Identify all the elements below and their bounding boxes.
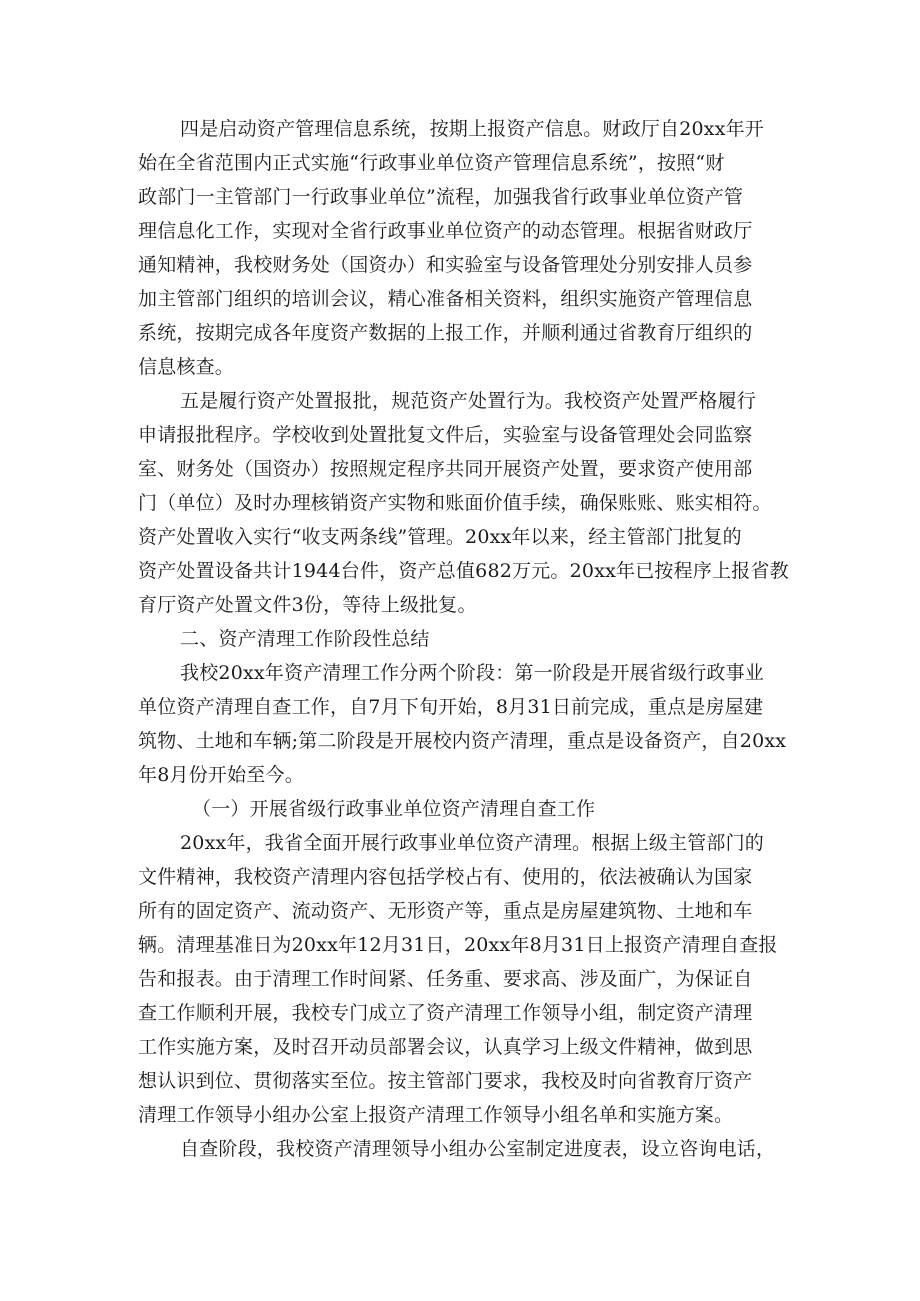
text-line: 所有的固定资产、流动资产、无形资产等，重点是房屋建筑物、土地和车 xyxy=(138,900,753,922)
text-line: 我校20xx年资产清理工作分两个阶段：第一阶段是开展省级行政事业 xyxy=(180,662,765,684)
text-line: 五是履行资产处置报批，规范资产处置行为。我校资产处置严格履行 xyxy=(180,390,757,412)
text-line: 工作实施方案，及时召开动员部署会议，认真学习上级文件精神，做到思 xyxy=(138,1036,753,1058)
text-line: 单位资产清理自查工作，自7月下旬开始，8月31日前完成，重点是房屋建 xyxy=(138,696,764,718)
subsection-heading: （一）开展省级行政事业单位资产清理自查工作 xyxy=(192,798,596,820)
text-line: 申请报批程序。学校收到处置批复文件后，实验室与设备管理处会同监察 xyxy=(138,424,753,446)
text-line: 辆。清理基准日为20xx年12月31日，20xx年8月31日上报资产清理自查报 xyxy=(138,934,778,956)
section-heading: 二、资产清理工作阶段性总结 xyxy=(180,628,430,650)
text-line: 门（单位）及时办理核销资产实物和账面价值手续，确保账账、账实相符。 xyxy=(138,492,772,514)
text-line: 告和报表。由于清理工作时间紧、任务重、要求高、涉及面广，为保证自 xyxy=(138,968,753,990)
text-line: 室、财务处（国资办）按照规定程序共同开展资产处置，要求资产使用部 xyxy=(138,458,753,480)
text-line: 始在全省范围内正式实施“行政事业单位资产管理信息系统”，按照“财 xyxy=(138,152,725,174)
text-line: 年8月份开始至今。 xyxy=(138,764,304,786)
text-line: 文件精神，我校资产清理内容包括学校占有、使用的，依法被确认为国家 xyxy=(138,866,753,888)
text-line: 自查阶段，我校资产清理领导小组办公室制定进度表，设立咨询电话， xyxy=(180,1138,776,1160)
text-line: 加主管部门组织的培训会议，精心准备相关资料，组织实施资产管理信息 xyxy=(138,288,753,310)
text-line: 育厅资产处置文件3份，等待上级批复。 xyxy=(138,594,477,616)
text-line: 系统，按期完成各年度资产数据的上报工作，并顺利通过省教育厅组织的 xyxy=(138,322,753,344)
text-line: 清理工作领导小组办公室上报资产清理工作领导小组名单和实施方案。 xyxy=(138,1104,734,1126)
text-line: 理信息化工作，实现对全省行政事业单位资产的动态管理。根据省财政厅 xyxy=(138,220,753,242)
text-line: 想认识到位、贯彻落实至位。按主管部门要求，我校及时向省教育厅资产 xyxy=(138,1070,753,1092)
text-line: 四是启动资产管理信息系统，按期上报资产信息。财政厅自20xx年开 xyxy=(180,118,765,140)
text-line: 资产处置收入实行“收支两条线”管理。20xx年以来，经主管部门批复的 xyxy=(138,526,742,548)
text-line: 筑物、土地和车辆;第二阶段是开展校内资产清理，重点是设备资产，自20xx xyxy=(138,730,787,752)
text-line: 政部门一主管部门一行政事业单位”流程，加强我省行政事业单位资产管 xyxy=(138,186,744,208)
text-line: 通知精神，我校财务处（国资办）和实验室与设备管理处分别安排人员参 xyxy=(138,254,753,276)
text-line: 信息核查。 xyxy=(138,356,235,378)
text-line: 查工作顺利开展，我校专门成立了资产清理工作领导小组，制定资产清理 xyxy=(138,1002,753,1024)
text-line: 20xx年，我省全面开展行政事业单位资产清理。根据上级主管部门的 xyxy=(180,832,765,854)
text-line: 资产处置设备共计1944台件，资产总值682万元。20xx年已按程序上报省教 xyxy=(138,560,789,582)
